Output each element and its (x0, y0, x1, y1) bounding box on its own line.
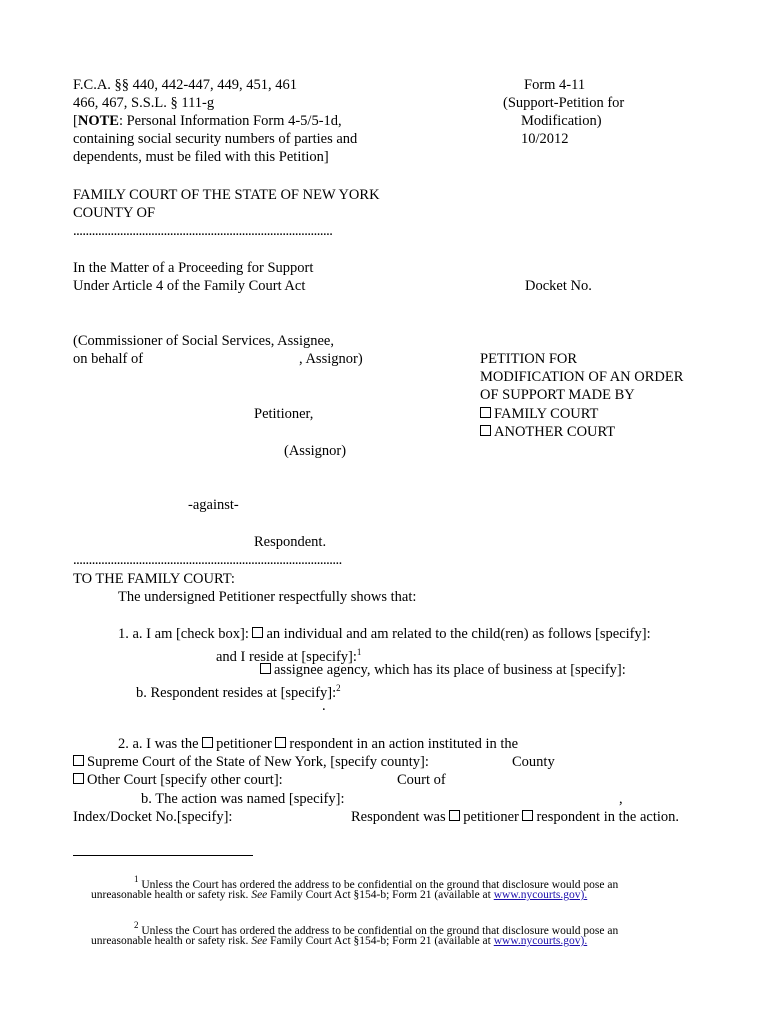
assignee-option: assignee agency, which has its place of business at [specify]: (274, 662, 626, 678)
action-named-label: b. The action was named [specify]: (141, 791, 345, 807)
para1b (136, 679, 341, 702)
caption-dotted-line: ...................................................................................... (73, 552, 342, 568)
footnote2-mark: 2 (134, 920, 139, 930)
court-dotted-line: ................................................................................... (73, 223, 333, 239)
note-text: : Personal Information Form 4-5/5-1d, (118, 113, 342, 129)
footnote1-text3: Family Court Act §154-b; Form 21 (available at (270, 889, 491, 901)
commissioner-line1: (Commissioner of Social Services, Assignee, (73, 333, 334, 349)
footnote2-text2: unreasonable health or safety risk. (91, 935, 249, 947)
against-label: -against- (188, 497, 239, 513)
commissioner-line2-b: , Assignor) (299, 351, 363, 367)
para2a-line1 (118, 735, 518, 753)
action-respondent-checkbox[interactable] (522, 810, 533, 821)
footnote2-see: See (251, 935, 268, 947)
family-court-checkbox[interactable] (480, 407, 491, 418)
assignor-label: (Assignor) (284, 443, 347, 459)
was-petitioner-label: petitioner (216, 736, 272, 752)
footnote1-text2: unreasonable health or safety risk. (91, 889, 249, 901)
was-petitioner-checkbox[interactable] (202, 737, 213, 748)
another-court-label: ANOTHER COURT (494, 424, 616, 440)
para1a-start: 1. a. I am [check box]: (118, 626, 249, 642)
respondent-was-label: Respondent was (351, 809, 446, 825)
another-court-checkbox[interactable] (480, 425, 491, 436)
footnote1-link[interactable]: www.nycourts.gov). (493, 889, 588, 901)
footnote1-marker: 1 (356, 647, 362, 657)
commissioner-line2-a: on behalf of (73, 351, 144, 367)
footnote1-see: See (251, 889, 268, 901)
statute-citation-line2: 466, 467, S.S.L. § 111-g (73, 95, 215, 111)
other-court-line (73, 771, 283, 789)
was-respondent-checkbox[interactable] (275, 737, 286, 748)
footnote2-text: Unless the Court has ordered the address to be confidential on the ground that disclosure would pose an (141, 925, 619, 937)
para1a-line1 (118, 625, 651, 643)
index-docket-label: Index/Docket No.[specify]: (73, 809, 233, 825)
supreme-court-checkbox[interactable] (73, 755, 84, 766)
action-petitioner-checkbox[interactable] (449, 810, 460, 821)
petition-title-line2: MODIFICATION OF AN ORDER (480, 369, 684, 385)
footnote2-link[interactable]: www.nycourts.gov). (493, 935, 588, 947)
to-family-court: TO THE FAMILY COURT: (73, 571, 235, 587)
note-open-bracket: [ (73, 113, 78, 129)
county-suffix: County (512, 754, 555, 770)
note-line3: dependents, must be filed with this Petition] (73, 149, 329, 165)
supreme-court-label: Supreme Court of the State of New York, [specify county]: (87, 754, 429, 770)
respondent-label: Respondent. (254, 534, 327, 550)
was-respondent-label: respondent in an action instituted in the (289, 736, 519, 752)
court-of-label: Court of (397, 772, 446, 788)
note-line2: containing social security numbers of parties and (73, 131, 358, 147)
action-petitioner-label: petitioner (463, 809, 519, 825)
form-description-line1: (Support-Petition for (503, 95, 625, 111)
individual-option: an individual and am related to the child(ren) as follows [specify]: (266, 626, 651, 642)
footnote-separator (73, 855, 253, 856)
matter-line1: In the Matter of a Proceeding for Support (73, 260, 314, 276)
individual-checkbox[interactable] (252, 627, 263, 638)
action-respondent-label: respondent in the action. (536, 809, 680, 825)
footnote1-mark: 1 (134, 874, 139, 884)
option-another-court (480, 423, 615, 441)
note-line1 (73, 112, 342, 130)
respondent-was-line (351, 808, 679, 826)
reside-label: and I reside at [specify]: (216, 649, 357, 665)
para1a-assignee (260, 661, 626, 679)
footnote2-marker: 2 (336, 683, 341, 693)
matter-line2: Under Article 4 of the Family Court Act (73, 278, 306, 294)
form-date: 10/2012 (521, 131, 569, 147)
footnote2-line2 (91, 934, 587, 949)
county-label: COUNTY OF (73, 205, 156, 221)
court-name: FAMILY COURT OF THE STATE OF NEW YORK (73, 187, 380, 203)
para2a-start: 2. a. I was the (118, 736, 199, 752)
form-number: Form 4-11 (524, 77, 586, 93)
assignee-checkbox[interactable] (260, 663, 271, 674)
form-description-line2: Modification) (521, 113, 602, 129)
intro-text: The undersigned Petitioner respectfully shows that: (118, 589, 417, 605)
respondent-resides: b. Respondent resides at [specify]: (136, 685, 337, 701)
family-court-label: FAMILY COURT (494, 406, 599, 422)
footnote1-line2 (91, 888, 587, 903)
other-court-label: Other Court [specify other court]: (87, 772, 283, 788)
statute-citation-line1: F.C.A. §§ 440, 442-447, 449, 451, 461 (73, 77, 297, 93)
petitioner-label: Petitioner, (254, 406, 314, 422)
petition-title-line1: PETITION FOR (480, 351, 578, 367)
note-label: NOTE (77, 113, 119, 129)
petition-title-line3: OF SUPPORT MADE BY (480, 387, 635, 403)
footnote2-text3: Family Court Act §154-b; Form 21 (available at (270, 935, 491, 947)
supreme-court-line (73, 753, 429, 771)
other-court-checkbox[interactable] (73, 773, 84, 784)
para1b-period: . (322, 698, 326, 714)
docket-label: Docket No. (525, 278, 592, 294)
option-family-court (480, 405, 598, 423)
action-named-comma: , (619, 791, 623, 807)
footnote1-text: Unless the Court has ordered the address to be confidential on the ground that disclosure would pose an (141, 879, 619, 891)
